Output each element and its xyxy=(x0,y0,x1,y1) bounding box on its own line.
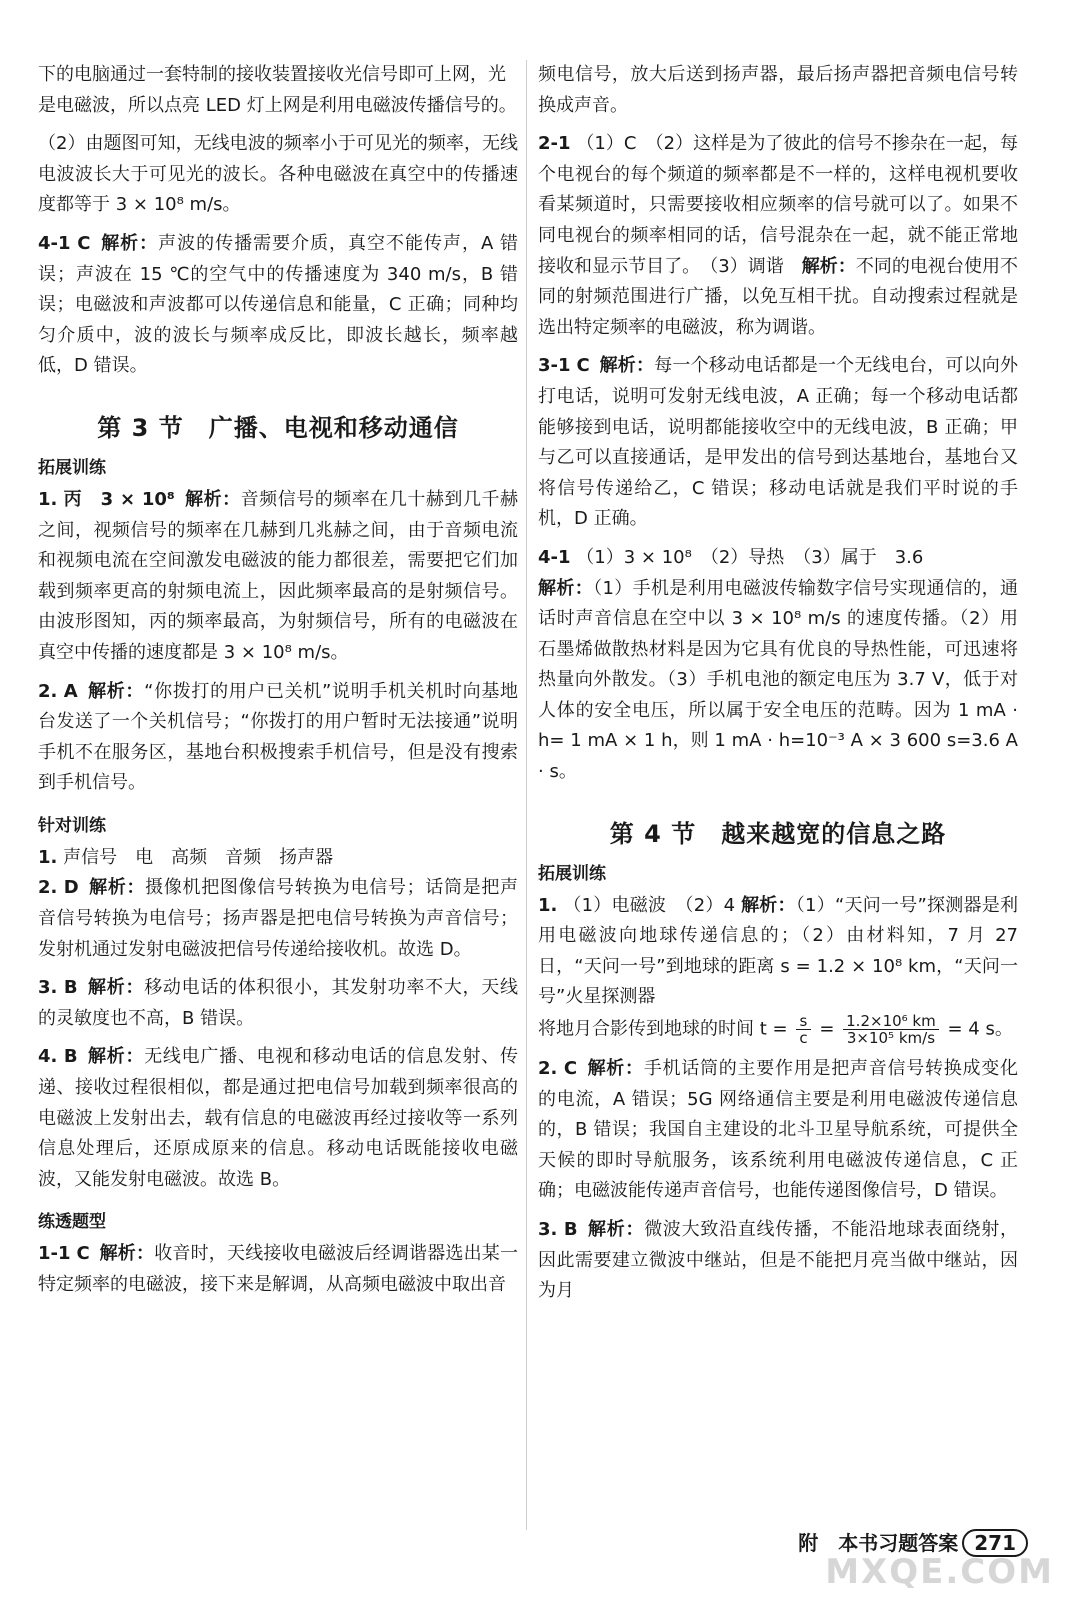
answer-item xyxy=(38,843,518,874)
answer-item xyxy=(538,129,1018,343)
item-number: 3. xyxy=(538,1219,558,1240)
analysis-label: 解析： xyxy=(587,1058,644,1080)
analysis-label: 解析： xyxy=(89,877,146,899)
analysis-label: 解析： xyxy=(99,1243,155,1265)
subsection-title: 练透题型 xyxy=(38,1212,106,1233)
section-title: 第 3 节 广播、电视和移动通信 xyxy=(97,413,459,442)
item-answer: 声信号 电 高频 音频 扬声器 xyxy=(63,846,334,868)
analysis-label: 解析： xyxy=(801,255,856,277)
analysis-text: 音频信号的频率在几十赫到几千赫之间，视频信号的频率在几赫到几兆赫之间，由于音频电流和视频电流在空间激发电磁波的能力都很差，需要把它们加载到频率更高的射频电流上，因此频率最高的是射频信号。由波形图知，丙的频率最高，为射频信号，所有的电磁波在真空中传播的速度都是 3 × 10⁸ m/s。 xyxy=(38,488,518,663)
answer-item xyxy=(538,891,1018,1013)
item-number: 3-1 xyxy=(538,355,571,377)
fraction-denominator: c xyxy=(799,1029,808,1048)
fraction-values xyxy=(843,1013,939,1046)
item-number: 4-1 xyxy=(38,232,71,254)
analysis-label: 解析： xyxy=(101,232,159,254)
analysis-text: “你拨打的用户已关机”说明手机关机时向基地台发送了一个关机信号；“你拨打的用户暂时无法接通”说明手机不在服务区，基地台积极搜索手机信号，但是没有搜索到手机信号。 xyxy=(38,680,518,794)
item-answer: B xyxy=(63,1046,78,1068)
item-answer: C xyxy=(563,1058,578,1080)
item-answer: A xyxy=(63,680,78,702)
item-number: 2. xyxy=(538,1058,558,1080)
paragraph: 是电磁波，所以点亮 LED 灯上网是利用电磁波传播信号的。 xyxy=(38,94,517,116)
item-number: 1. xyxy=(538,894,558,916)
item-number: 2-1 xyxy=(538,133,571,155)
analysis-paragraph xyxy=(538,574,1018,788)
answer-item xyxy=(538,1054,1018,1207)
fraction-numerator: s xyxy=(796,1013,810,1030)
analysis-text: 摄像机把图像信号转换为电信号；话筒是把声音信号转换为电信号；扬声器是把电信号转换为声音信号；发射机通过发射电磁波把信号传递给接收机。故选 D。 xyxy=(38,877,518,960)
analysis-text: 无线电广播、电视和移动电话的信息发射、传递、接收过程很相似，都是通过把电信号加载到频率很高的电磁波上发射出去，载有信息的电磁波再经过接收等一系列信息处理后，还原成原来的信息。移动电话既能接收电磁波，又能发射电磁波。故选 B。 xyxy=(38,1046,518,1190)
item-answer: B xyxy=(63,977,78,999)
right-column xyxy=(538,60,1018,1307)
equals-sign: = xyxy=(819,1018,835,1040)
analysis-label: 解析： xyxy=(599,355,655,377)
paragraph: 下的电脑通过一套特制的接收装置接收光信号即可上网，光 xyxy=(38,64,506,85)
item-number: 4-1 xyxy=(538,546,571,568)
item-answer: C xyxy=(77,232,91,254)
page-number: 271 xyxy=(962,1529,1028,1557)
analysis-label: 解析： xyxy=(88,680,145,702)
fraction-s-over-c xyxy=(796,1013,810,1046)
item-number: 1. xyxy=(38,488,58,510)
analysis-text: 移动电话的体积很小，其发射功率不大，天线的灵敏度也不高，B 错误。 xyxy=(38,977,518,1029)
analysis-label: 解析： xyxy=(538,577,594,599)
section-title: 第 4 节 越来越宽的信息之路 xyxy=(609,819,947,848)
answer-item xyxy=(38,873,518,965)
item-answer: B xyxy=(563,1219,578,1240)
analysis-text: 不同的电视台使用不同的射频范围进行广播，以免互相干扰。自动搜索过程就是选出特定频率的电磁波，称为调谐。 xyxy=(538,255,1019,338)
answer-item xyxy=(38,1239,518,1300)
item-number: 2. xyxy=(38,877,58,899)
answer-item xyxy=(38,229,518,382)
answer-item xyxy=(538,1215,1018,1307)
formula-lead: 将地月合影传到地球的时间 t = xyxy=(538,1018,788,1040)
analysis-text: 声波的传播需要介质，真空不能传声，A 错误；声波在 15 ℃的空气中的传播速度为 340 m/s，B 错误；电磁波和声波都可以传递信息和能量，C 正确；同种均匀介质中，波的波长与频率成反比，即波长越长，频率越低，D 错误。 xyxy=(38,232,518,377)
footer-label: 附 本书习题答案 xyxy=(798,1531,959,1555)
answer-item xyxy=(538,543,1018,574)
formula-result: = 4 s。 xyxy=(947,1018,1013,1040)
item-answer: C xyxy=(576,355,590,377)
item-answer: 丙 3 × 10⁸ xyxy=(63,488,175,510)
fraction-numerator: 1.2×10⁶ km xyxy=(843,1013,939,1030)
answer-item xyxy=(38,1042,518,1195)
fraction-denominator: 3×10⁵ km/s xyxy=(846,1029,936,1048)
item-number: 4. xyxy=(38,1046,58,1068)
analysis-text: （1）手机是利用电磁波传输数字信号实现通信的，通话时声音信息在空中以 3 × 10⁸ m/s 的速度传播。（2）用石墨烯做散热材料是因为它具有优良的导热性能，可迅速将热量向外散发。（3）手机电池的额定电压为 3.7 V，低于对人体的安全电压，所以属于安全电压的范畴。因为 1 mA · h= 1 mA × 1 h，则 1 mA · h=10⁻³ A × 3 600 s=3.6 A · s。 xyxy=(538,577,1019,783)
subsection-title: 拓展训练 xyxy=(538,863,606,884)
analysis-text: （1）“天问一号”探测器是利用电磁波向地球传递信息的；（2）由材料知，7 月 27 日，“天问一号”到地球的距离 s = 1.2 × 10⁸ km，“天问一号”火星探测器 xyxy=(538,894,1018,1008)
analysis-text: 微波大致沿直线传播，不能沿地球表面绕射，因此需要建立微波中继站，但是不能把月亮当做中继站，因为月 xyxy=(538,1219,1018,1302)
item-number: 3. xyxy=(38,977,58,999)
item-number: 1. xyxy=(38,846,58,868)
answer-item xyxy=(38,973,518,1034)
left-column xyxy=(38,60,518,1301)
analysis-text: 收音时，天线接收电磁波后经调谐器选出某一特定频率的电磁波，接下来是解调，从高频电磁波中取出音 xyxy=(38,1243,518,1295)
subsection-title: 拓展训练 xyxy=(38,457,106,478)
answer-item xyxy=(538,351,1018,535)
analysis-text: 手机话筒的主要作用是把声音信号转换成变化的电流，A 错误；5G 网络通信主要是利用电磁波传递信息的，B 错误；我国自主建设的北斗卫星导航系统，可提供全天候的即时导航服务，该系统利用电磁波传递信息，C 正确；电磁波能传递声音信号，也能传递图像信号，D 错误。 xyxy=(538,1058,1019,1202)
subsection-title: 针对训练 xyxy=(38,815,106,836)
analysis-label: 解析： xyxy=(741,894,796,916)
analysis-label: 解析： xyxy=(88,977,145,999)
analysis-label: 解析： xyxy=(588,1219,645,1240)
watermark-logo: MXQE.COM xyxy=(825,1552,1054,1592)
item-number: 1-1 xyxy=(38,1243,71,1265)
analysis-label: 解析： xyxy=(88,1046,145,1068)
analysis-text: 每一个移动电话都是一个无线电台，可以向外打电话，说明可发射无线电波，A 正确；每一个移动电话都能够接到电话，说明都能接收空中的无线电波，B 正确；甲与乙可以直接通话，是甲发出的信号到达基地台，基地台又将信号传递给乙，C 错误；移动电话就是我们平时说的手机，D 正确。 xyxy=(538,355,1018,530)
item-answer: （1）3 × 10⁸ （2）导热 （3）属于 3.6 xyxy=(576,546,924,568)
item-number: 2. xyxy=(38,680,58,702)
paragraph: （2）由题图可知，无线电波的频率小于可见光的频率，无线电波波长大于可见光的波长。各种电磁波在真空中的传播速度都等于 3 × 10⁸ m/s。 xyxy=(38,133,518,216)
answer-item xyxy=(38,677,518,799)
item-answer: C xyxy=(76,1243,90,1265)
item-answer: （1）C （2）这样是为了彼此的信号不掺杂在一起，每个电视台的每个频道的频率都是不一样的，这样电视机要收看某频道时，只需要接收相应频率的信号就可以了。如果不同电视台的频率相同的话，信号混杂在一起，就不能正常地接收和显示节目了。 （3）调谐 xyxy=(538,133,1018,277)
item-answer: D xyxy=(63,877,79,899)
analysis-label: 解析： xyxy=(185,488,241,510)
answer-item xyxy=(38,485,518,669)
formula-line xyxy=(538,1013,1018,1046)
item-answer: （1）电磁波 （2）4 xyxy=(563,894,736,916)
paragraph: 频电信号，放大后送到扬声器，最后扬声器把音频电信号转换成声音。 xyxy=(538,64,1018,116)
column-divider xyxy=(526,60,527,1530)
